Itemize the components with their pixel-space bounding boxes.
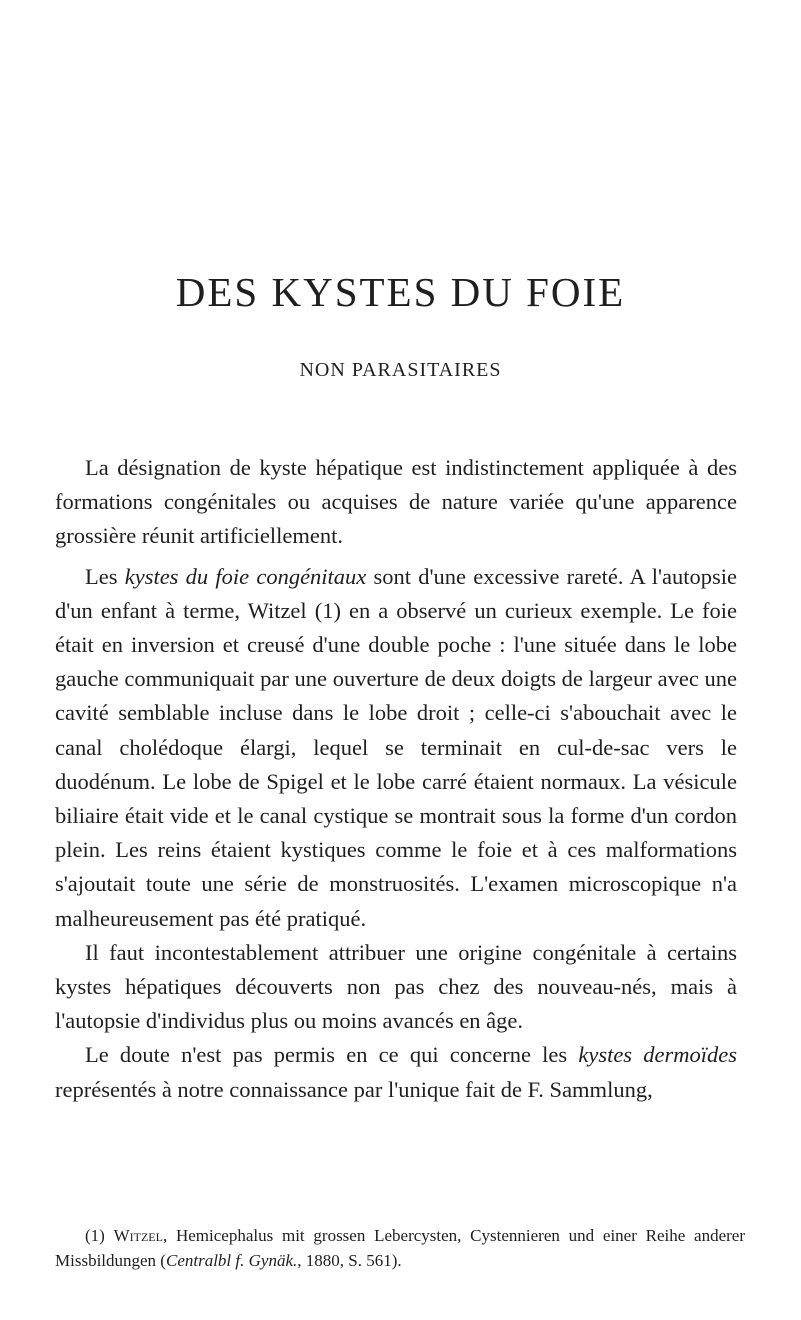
paragraph-2-emphasis: kystes du foie congénitaux [124, 563, 367, 589]
page-title: DES KYSTES DU FOIE [175, 269, 626, 315]
footnote-marker: (1) [85, 1226, 114, 1245]
paragraph-4-start: Le doute n'est pas permis en ce qui concerne les [85, 1042, 579, 1068]
footnote-text-a: , Hemicephalus mit grossen Lebercysten, Cystennieren und einer Reihe anderer Missbildungen ( [55, 1226, 746, 1270]
footnote-text-b: , 1880, S. 561). [297, 1251, 402, 1270]
footnote-author: Witzel [113, 1226, 163, 1245]
paragraph-4 [55, 1038, 737, 1106]
footnote-text [55, 1223, 745, 1273]
paragraph-4-emphasis: kystes dermoïdes [578, 1042, 737, 1068]
paragraph-1: La désignation de kyste hépatique est indistinctement appliquée à des formations congénitales ou acquises de nature variée qu'une apparence grossière réunit artificiellement. [55, 455, 737, 549]
body-text [55, 451, 737, 1107]
paragraph-3: Il faut incontestablement attribuer une origine congénitale à certains kystes hépatiques découverts non pas chez des nouveau-nés, mais à l'autopsie d'individus plus ou moins avancés en âge. [55, 939, 737, 1034]
page-subtitle: NON PARASITAIRES [299, 359, 502, 381]
paragraph-2-start: Les [85, 563, 125, 589]
paragraph-2-rest: sont d'une excessive rareté. A l'autopsie d'un enfant à terme, Witzel (1) en a observé un curieux exemple. Le foie était en inversion et creusé d'une double poche : l'une située dans le lobe gauche communiquait par une ouverture de deux doigts de largeur avec une cavité semblable incluse dans le lobe droit ; celle-ci s'abouchait avec le canal cholédoque élargi, lequel se terminait en cul-de-sac vers le duodénum. Le lobe de Spigel et le lobe carré étaient normaux. La vésicule biliaire était vide et le canal cystique se montrait sous la forme d'un cordon plein. Les reins étaient kystiques comme le foie et à ces malformations s'ajoutait toute une série de monstruosités. L'examen microscopique n'a malheureusement pas été pratiqué. [55, 563, 737, 931]
footnote-journal: Centralbl f. Gynäk. [165, 1251, 298, 1270]
paragraph-2 [55, 560, 737, 936]
paragraph-4-rest: représentés à notre connaissance par l'unique fait de F. Sammlung, [55, 1076, 653, 1102]
footnote [55, 1223, 745, 1273]
